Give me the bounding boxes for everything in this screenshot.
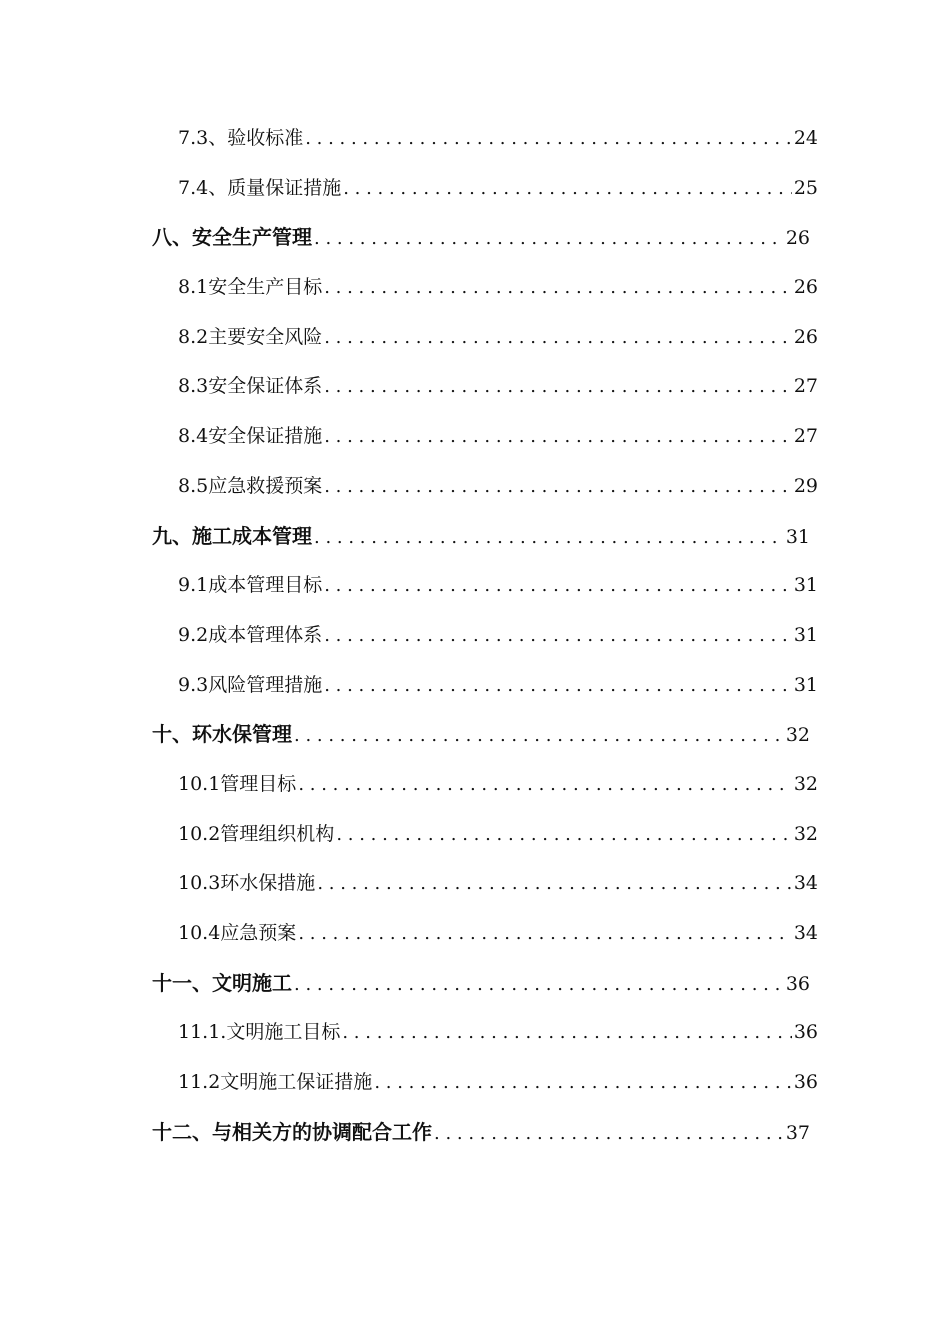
toc-entry-title: 9.3风险管理措施 — [178, 673, 323, 696]
toc-entry-title: 8.2主要安全风险 — [178, 325, 323, 348]
toc-entry-title: 11.1.文明施工目标 — [178, 1021, 341, 1044]
toc-entry-page: 36 — [793, 1021, 818, 1044]
toc-chapter-title: 十一、文明施工 — [152, 970, 292, 995]
toc-dot-leader — [312, 513, 784, 562]
toc-chapter-title: 十二、与相关方的协调配合工作 — [152, 1119, 432, 1144]
toc-dot-leader — [432, 1109, 784, 1158]
toc-chapter-title: 十、环水保管理 — [152, 722, 292, 747]
toc-dot-leader — [303, 114, 792, 164]
toc-entry-9-3[interactable] — [178, 661, 818, 711]
toc-chapter-page: 26 — [785, 227, 810, 250]
toc-entry-title: 11.2文明施工保证措施 — [178, 1071, 373, 1094]
toc-entry-title: 8.3安全保证体系 — [178, 375, 323, 398]
toc-entry-11-2[interactable] — [178, 1058, 818, 1108]
toc-entry-title: 9.2成本管理体系 — [178, 623, 323, 646]
toc-chapter-page: 32 — [785, 724, 810, 747]
toc-entry-11-1[interactable] — [178, 1008, 818, 1058]
toc-entry-page: 31 — [793, 623, 818, 646]
toc-entry-title: 10.1管理目标 — [178, 772, 297, 795]
toc-entry-10-2[interactable] — [178, 810, 818, 860]
toc-dot-leader — [315, 859, 792, 909]
toc-entry-8-1[interactable] — [178, 263, 818, 313]
toc-entry-page: 31 — [793, 673, 818, 696]
toc-chapter-page: 36 — [785, 972, 810, 995]
toc-dot-leader — [296, 760, 792, 810]
toc-chapter-title: 八、安全生产管理 — [152, 225, 312, 250]
toc-entry-page: 24 — [793, 127, 818, 149]
toc-chapter-11[interactable] — [152, 959, 810, 1009]
toc-entry-title: 8.4安全保证措施 — [178, 425, 323, 448]
toc-entry-page: 26 — [793, 325, 818, 348]
toc-dot-leader — [322, 263, 792, 313]
toc-entry-title: 7.3、验收标准 — [178, 127, 304, 149]
toc-chapter-9[interactable] — [152, 512, 810, 562]
toc-entry-9-1[interactable] — [178, 561, 818, 611]
toc-entry-page: 32 — [793, 822, 818, 845]
toc-entry-10-1[interactable] — [178, 760, 818, 810]
toc-entry-8-3[interactable] — [178, 362, 818, 412]
toc-chapter-page: 31 — [785, 525, 810, 548]
toc-entry-page: 36 — [793, 1071, 818, 1094]
toc-entry-title: 10.3环水保措施 — [178, 872, 316, 895]
toc-entry-title: 8.5应急救援预案 — [178, 474, 323, 497]
toc-entry-page: 34 — [793, 922, 818, 944]
toc-entry-8-2[interactable] — [178, 313, 818, 363]
toc-dot-leader — [322, 412, 792, 462]
toc-dot-leader — [322, 462, 792, 512]
toc-entry-title: 10.4应急预案 — [178, 922, 297, 944]
toc-dot-leader — [312, 214, 784, 263]
toc-chapter-8[interactable] — [152, 213, 810, 263]
toc-entry-10-4[interactable] — [178, 909, 818, 959]
toc-dot-leader — [334, 810, 792, 860]
toc-dot-leader — [292, 960, 784, 1009]
toc-dot-leader — [292, 711, 784, 760]
toc-dot-leader — [322, 611, 792, 661]
toc-dot-leader — [322, 661, 792, 711]
toc-entry-7-4[interactable] — [178, 164, 818, 214]
toc-entry-title: 8.1安全生产目标 — [178, 276, 323, 299]
toc-dot-leader — [296, 909, 792, 959]
toc-entry-8-5[interactable] — [178, 462, 818, 512]
toc-entry-page: 25 — [793, 176, 818, 199]
toc-entry-page: 27 — [793, 425, 818, 448]
toc-dot-leader — [341, 164, 792, 214]
toc-entry-page: 26 — [793, 276, 818, 299]
toc-chapter-page: 37 — [785, 1121, 810, 1144]
toc-entry-page: 29 — [793, 474, 818, 497]
toc-entry-7-3[interactable] — [178, 114, 818, 164]
toc-entry-title: 7.4、质量保证措施 — [178, 176, 342, 199]
toc-dot-leader — [322, 561, 792, 611]
toc-entry-page: 32 — [793, 772, 818, 795]
toc-dot-leader — [372, 1058, 792, 1108]
toc-entry-9-2[interactable] — [178, 611, 818, 661]
toc-entry-page: 27 — [793, 375, 818, 398]
toc-entry-10-3[interactable] — [178, 859, 818, 909]
toc-entry-page: 31 — [793, 574, 818, 597]
toc-entry-title: 9.1成本管理目标 — [178, 574, 323, 597]
toc-entry-title: 10.2管理组织机构 — [178, 822, 335, 845]
toc-entry-page: 34 — [793, 872, 818, 895]
toc-dot-leader — [322, 313, 792, 363]
table-of-contents — [0, 114, 950, 1157]
toc-entry-8-4[interactable] — [178, 412, 818, 462]
toc-chapter-title: 九、施工成本管理 — [152, 523, 312, 548]
toc-dot-leader — [322, 362, 792, 412]
toc-chapter-12[interactable] — [152, 1108, 810, 1158]
toc-dot-leader — [340, 1008, 791, 1058]
toc-chapter-10[interactable] — [152, 710, 810, 760]
